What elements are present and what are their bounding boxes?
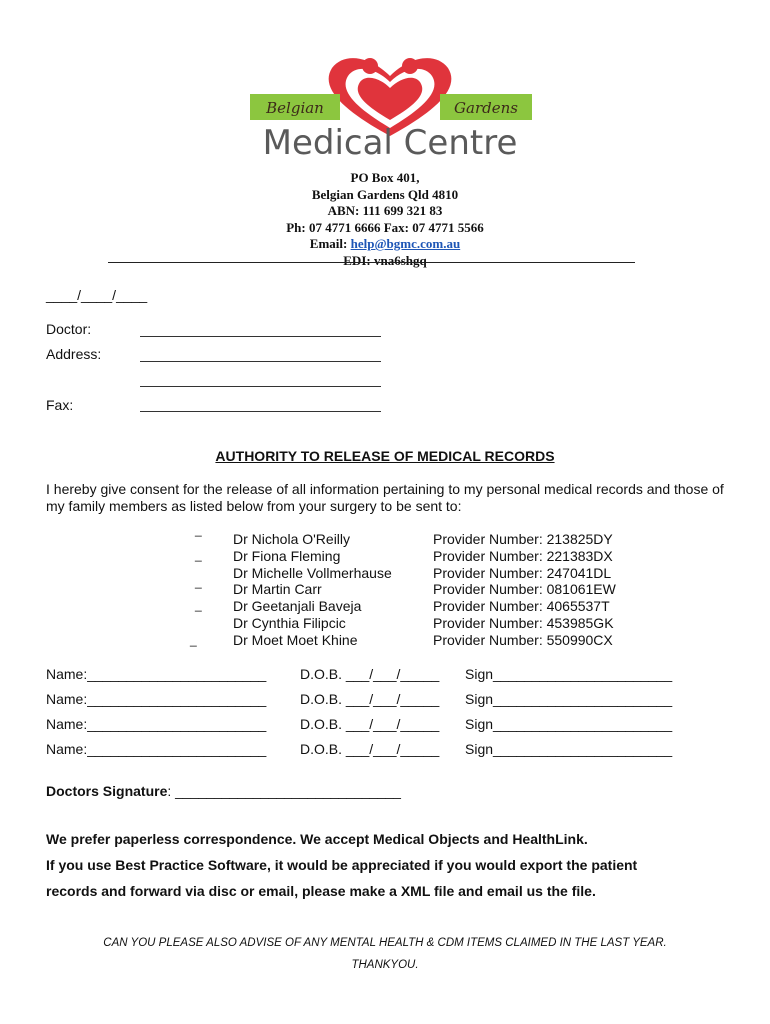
patient-sign-field[interactable]: Sign_______________________	[465, 741, 673, 757]
doctor-name: Dr Nichola O'Reilly	[233, 531, 351, 547]
provider-number: Provider Number: 081061EW	[433, 581, 616, 597]
email-label: Email:	[309, 236, 348, 251]
checkbox-mark[interactable]: _	[190, 633, 197, 647]
doctor-name: Dr Cynthia Filipcic	[233, 615, 346, 631]
closing-line-1: We prefer paperless correspondence. We accept Medical Objects and HealthLink.	[46, 831, 588, 847]
clinic-logo	[200, 50, 580, 162]
provider-number: Provider Number: 221383DX	[433, 548, 613, 564]
logo-word-right: Gardens	[454, 99, 518, 117]
doctor-signature-row	[46, 783, 401, 799]
footer-line-2: THANKYOU.	[351, 959, 419, 971]
abn: ABN: 111 699 321 83	[327, 203, 443, 218]
closing-line-3: records and forward via disc or email, please make a XML file and email us the file.	[46, 883, 596, 899]
doctor-name: Dr Geetanjali Baveja	[233, 598, 362, 614]
provider-number: Provider Number: 4065537T	[433, 598, 610, 614]
closing-line-2: If you use Best Practice Software, it would be appreciated if you would export the patient	[46, 857, 638, 873]
address-field-1[interactable]	[140, 361, 381, 362]
doctor-name: Dr Fiona Fleming	[233, 548, 341, 564]
email-line	[0, 236, 770, 253]
patient-name-field[interactable]: Name:_______________________	[46, 691, 267, 707]
patient-name-field[interactable]: Name:_______________________	[46, 666, 267, 682]
checkbox-mark[interactable]: _	[195, 523, 202, 537]
checkbox-mark[interactable]: _	[195, 548, 202, 562]
doctor-signature-label: Doctors Signature	[46, 783, 168, 799]
doctor-name: Dr Moet Moet Khine	[233, 632, 358, 648]
doctor-label: Doctor:	[46, 321, 92, 337]
provider-number: Provider Number: 213825DY	[433, 531, 613, 547]
city: Belgian Gardens Qld 4810	[311, 186, 459, 202]
email-link[interactable]: help@bgmc.com.au	[350, 236, 461, 251]
provider-number: Provider Number: 453985GK	[433, 615, 614, 631]
patient-dob-field[interactable]: D.O.B. ___/___/_____	[300, 691, 440, 707]
patient-dob-field[interactable]: D.O.B. ___/___/_____	[300, 666, 440, 682]
closing-notes	[46, 831, 637, 909]
patient-dob-field[interactable]: D.O.B. ___/___/_____	[300, 716, 440, 732]
edi: EDI: vna6shgq	[343, 252, 427, 268]
address-field-2[interactable]	[140, 386, 381, 387]
header-divider	[108, 262, 635, 263]
patient-sign-field[interactable]: Sign_______________________	[465, 666, 673, 682]
doctor-signature-field[interactable]: : _____________________________	[167, 783, 401, 799]
footer-note	[0, 932, 770, 976]
patient-dob-field[interactable]: D.O.B. ___/___/_____	[300, 741, 440, 757]
logo-word-left: Belgian	[266, 99, 324, 117]
address-label: Address:	[46, 346, 102, 362]
patient-sign-field[interactable]: Sign_______________________	[465, 691, 673, 707]
provider-number: Provider Number: 550990CX	[433, 632, 613, 648]
fax-field[interactable]	[140, 411, 381, 412]
doctor-name: Dr Martin Carr	[233, 581, 322, 597]
patient-name-field[interactable]: Name:_______________________	[46, 741, 267, 757]
patient-name-field[interactable]: Name:_______________________	[46, 716, 267, 732]
patient-sign-field[interactable]: Sign_______________________	[465, 716, 673, 732]
clinic-address	[0, 170, 770, 269]
date-blank[interactable]: ____/____/____	[46, 287, 148, 303]
phone-fax: Ph: 07 4771 6666 Fax: 07 4771 5566	[286, 219, 484, 235]
form-title: AUTHORITY TO RELEASE OF MEDICAL RECORDS	[215, 448, 555, 464]
checkbox-mark[interactable]: _	[195, 575, 202, 589]
doctor-field[interactable]	[140, 336, 381, 337]
footer-line-1: CAN YOU PLEASE ALSO ADVISE OF ANY MENTAL HEALTH & CDM ITEMS CLAIMED IN THE LAST YEAR.	[103, 937, 667, 949]
consent-text: I hereby give consent for the release of all information pertaining to my personal medical records and those of my family members as listed below from your surgery to be sent to:	[46, 481, 724, 514]
fax-label: Fax:	[46, 397, 74, 413]
logo-name: Medical Centre	[262, 123, 518, 162]
checkbox-mark[interactable]: _	[195, 598, 202, 612]
doctor-name: Dr Michelle Vollmerhause	[233, 565, 392, 581]
po-box: PO Box 401,	[350, 170, 420, 185]
provider-number: Provider Number: 247041DL	[433, 565, 612, 581]
